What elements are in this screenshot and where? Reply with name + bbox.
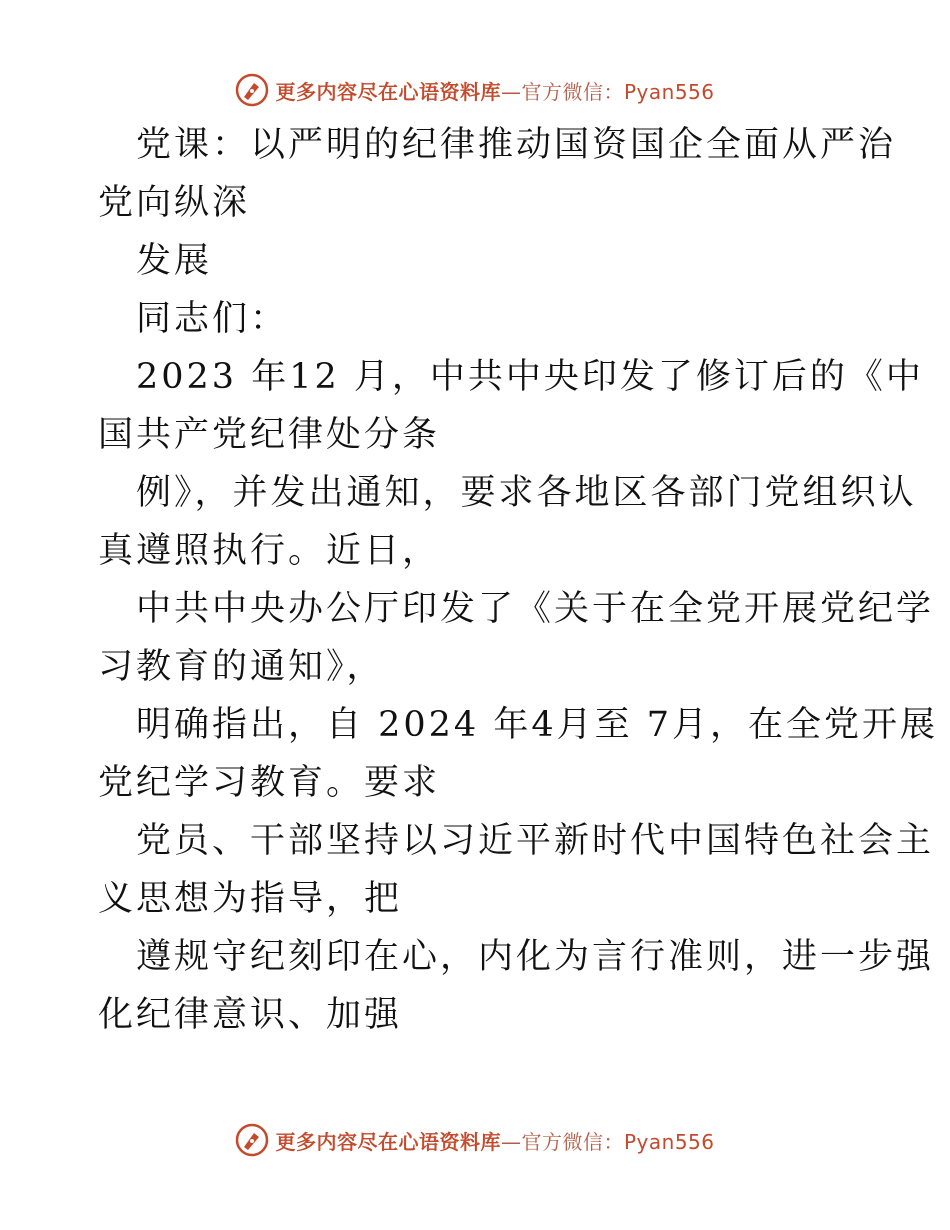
paragraph-line: 党纪学习教育。要求 [98, 763, 441, 803]
watermark-wechat-label: 官方微信： [521, 1129, 624, 1154]
paragraph-line: 习教育的通知》， [98, 647, 385, 687]
watermark-wechat-id: Pyan556 [623, 1129, 715, 1154]
pen-nib-icon [235, 73, 269, 107]
watermark-text [275, 1126, 714, 1155]
document-body [98, 116, 938, 1044]
paragraph-line: 党员、干部坚持以习近平新时代中国特色社会主 [136, 821, 935, 861]
watermark-separator: — [500, 1129, 522, 1154]
watermark-brand: 更多内容尽在心语资料库 [275, 1129, 501, 1154]
header-watermark [0, 70, 950, 110]
paragraph-line: 化纪律意识、加强 [98, 995, 403, 1035]
title-line: 党向纵深 [98, 183, 251, 223]
watermark-wechat-id: Pyan556 [623, 79, 715, 104]
paragraph-line: 真遵照执行。近日， [98, 531, 441, 571]
watermark-wechat-label: 官方微信： [521, 79, 624, 104]
title-line: 党课：以严明的纪律推动国资国企全面从严治 [136, 125, 897, 165]
watermark-text [275, 76, 714, 105]
paragraph-line: 例》，并发出通知，要求各地区各部门党组织认 [136, 473, 917, 513]
watermark-separator: — [500, 79, 522, 104]
title-line: 发展 [136, 241, 213, 281]
paragraph-line: 遵规守纪刻印在心，内化为言行准则，进一步强 [136, 937, 935, 977]
footer-watermark [0, 1120, 950, 1160]
paragraph-line: 国共产党纪律处分条 [98, 415, 441, 455]
salutation: 同志们： [136, 299, 289, 339]
paragraph-line: 2023 年12 月，中共中央印发了修订后的《中 [136, 357, 924, 397]
pen-nib-icon [235, 1123, 269, 1157]
paragraph-line: 中共中央办公厅印发了《关于在全党开展党纪学 [136, 589, 935, 629]
paragraph-line: 明确指出，自 2024 年4月至 7月，在全党开展 [136, 705, 938, 745]
paragraph-line: 义思想为指导，把 [98, 879, 403, 919]
watermark-brand: 更多内容尽在心语资料库 [275, 79, 501, 104]
